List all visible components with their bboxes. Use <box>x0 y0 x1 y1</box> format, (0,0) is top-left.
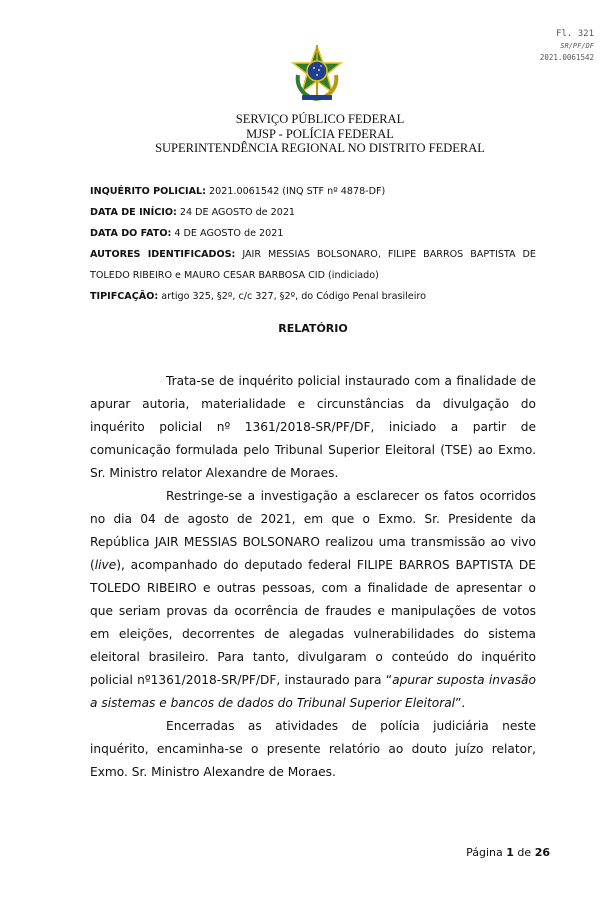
paragraph-2: Restringe-se a investigação a esclarecer os fatos ocorridos no dia 04 de agosto de 2021, em que o Exmo. Sr. Presidente da República JAIR MESSIAS BOLSONARO realizou uma transmissão ao vivo (live), acompanhado do deputado federal FILIPE BARROS BAPTISTA DE TOLEDO RIBEIRO e outras pessoas, com a finalidade de apresentar o que seriam provas da ocorrência de fraudes e manipulações de votos em eleições, decorrentes de alegadas vulnerabilidades do sistema eleitoral brasileiro. Para tanto, divulgaram o conteúdo do inquérito policial nº1361/2018-SR/PF/DF, instaurado para “apurar suposta invasão a sistemas e bancos de dados do Tribunal Superior Eleitoral”. <box>90 489 536 710</box>
folio-process-number: 2021.0061542 <box>539 53 594 62</box>
meta-tipificacao: TIPIFCAÇÃO: artigo 325, §2º, c/c 327, §2º, do Código Penal brasileiro <box>90 291 426 302</box>
institution-header <box>0 112 612 156</box>
header-line-1: SERVIÇO PÚBLICO FEDERAL <box>235 112 405 126</box>
paragraph-3: Encerradas as atividades de polícia judiciária neste inquérito, encaminha-se o presente relatório ao douto juízo relator, Exmo. Sr. Ministro Alexandre de Moraes. <box>90 719 536 779</box>
paragraph-1: Trata-se de inquérito policial instaurado com a finalidade de apurar autoria, materialidade e circunstâncias da divulgação do inquérito policial nº 1361/2018-SR/PF/DF, iniciado a partir de comunicação formulada pelo Tribunal Superior Eleitoral (TSE) ao Exmo. Sr. Ministro relator Alexandre de Moraes. <box>90 374 536 480</box>
meta-autores: AUTORES IDENTIFICADOS: JAIR MESSIAS BOLSONARO, FILIPE BARROS BAPTISTA DE <box>90 249 536 260</box>
folio-stamp <box>540 28 594 63</box>
header-line-3: SUPERINTENDÊNCIA REGIONAL NO DISTRITO FEDERAL <box>155 141 485 155</box>
meta-data-inicio: DATA DE INÍCIO: 24 DE AGOSTO de 2021 <box>90 207 296 218</box>
meta-data-fato: DATA DO FATO: 4 DE AGOSTO de 2021 <box>90 228 284 239</box>
page-indicator: Página 1 de 26 <box>466 846 550 859</box>
header-line-2: MJSP - POLÍCIA FEDERAL <box>246 126 394 141</box>
folio-number: Fl. 321 <box>556 29 594 39</box>
document-title: RELATÓRIO <box>278 322 348 335</box>
coat-of-arms-icon <box>290 45 344 103</box>
meta-inquerito: INQUÉRITO POLICIAL: 2021.0061542 (INQ STF nº 4878-DF) <box>90 186 386 197</box>
report-body <box>90 370 536 784</box>
meta-autores-cont: TOLEDO RIBEIRO e MAURO CESAR BARBOSA CID (indiciado) <box>90 270 379 281</box>
case-metadata <box>90 181 536 307</box>
folio-unit: SR/PF/DF <box>560 42 594 50</box>
